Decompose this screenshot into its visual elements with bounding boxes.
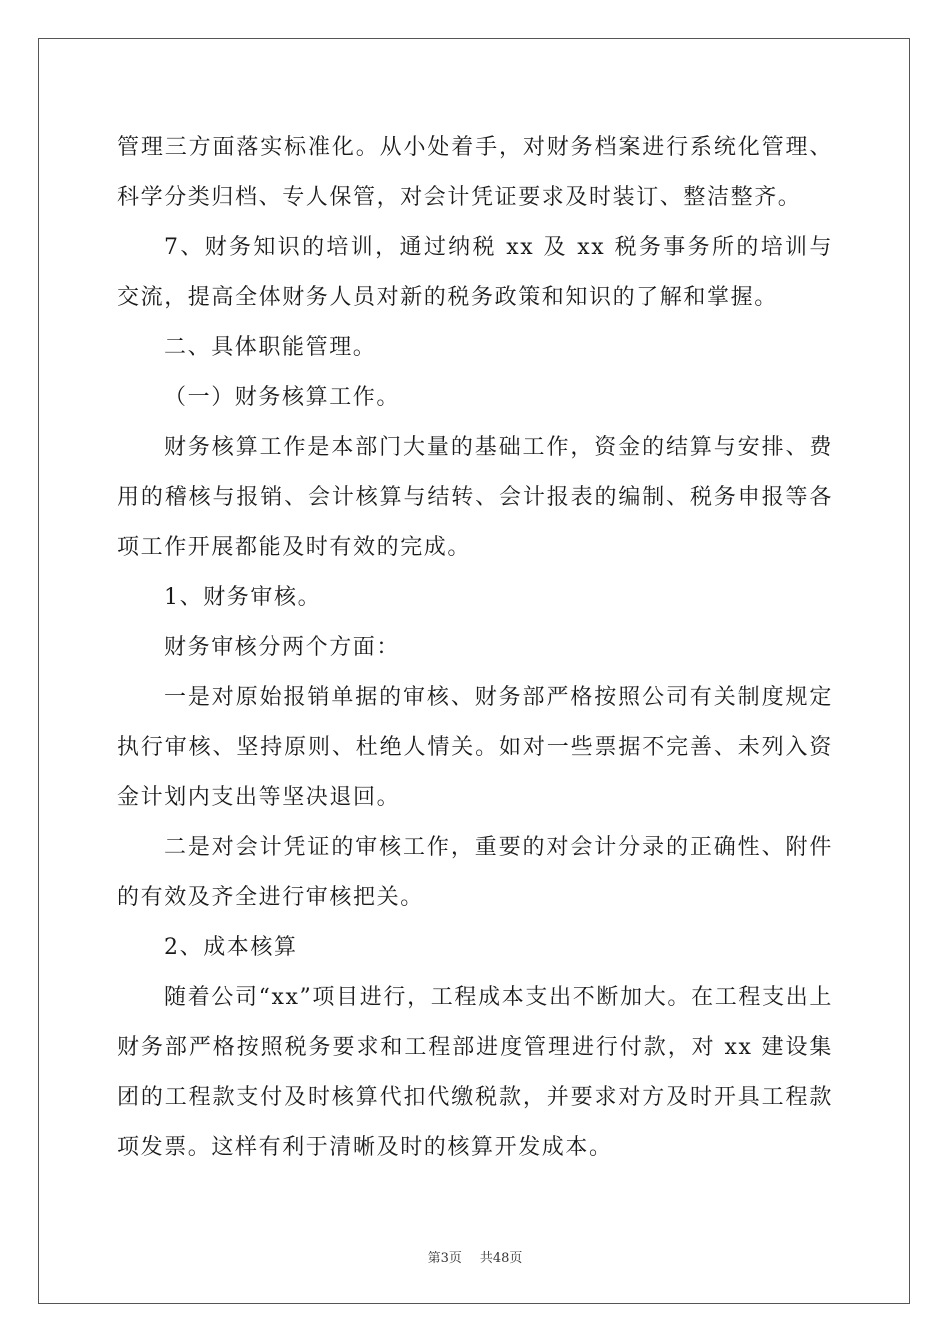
paragraph: 一是对原始报销单据的审核、财务部严格按照公司有关制度规定执行审核、坚持原则、杜绝人情关。如对一些票据不完善、未列入资金计划内支出等坚决退回。 xyxy=(117,685,833,810)
subsection-heading: （一）财务核算工作。 xyxy=(164,385,401,410)
paragraph: 财务审核分两个方面： xyxy=(164,635,401,660)
section-heading: 二、具体职能管理。 xyxy=(164,335,377,360)
paragraph: 7、财务知识的培训，通过纳税 xx 及 xx 税务事务所的培训与交流，提高全体财务人员对新的税务政策和知识的了解和掌握。 xyxy=(117,235,833,310)
page-number: 第3页 xyxy=(427,1251,462,1266)
item-heading: 2、成本核算 xyxy=(164,935,298,960)
page-footer xyxy=(0,1247,950,1266)
paragraph: 二是对会计凭证的审核工作，重要的对会计分录的正确性、附件的有效及齐全进行审核把关。 xyxy=(117,835,833,910)
document-body xyxy=(117,123,833,1173)
paragraph: 管理三方面落实标准化。从小处着手，对财务档案进行系统化管理、科学分类归档、专人保管，对会计凭证要求及时装订、整洁整齐。 xyxy=(117,135,833,210)
page-total: 共48页 xyxy=(479,1251,523,1266)
item-heading: 1、财务审核。 xyxy=(164,585,322,610)
paragraph: 财务核算工作是本部门大量的基础工作，资金的结算与安排、费用的稽核与报销、会计核算与结转、会计报表的编制、税务申报等各项工作开展都能及时有效的完成。 xyxy=(117,435,833,560)
paragraph: 随着公司“xx”项目进行，工程成本支出不断加大。在工程支出上财务部严格按照税务要求和工程部进度管理进行付款，对 xx 建设集团的工程款支付及时核算代扣代缴税款，并要求对方及时开具工程款项发票。这样有利于清晰及时的核算开发成本。 xyxy=(117,985,833,1160)
